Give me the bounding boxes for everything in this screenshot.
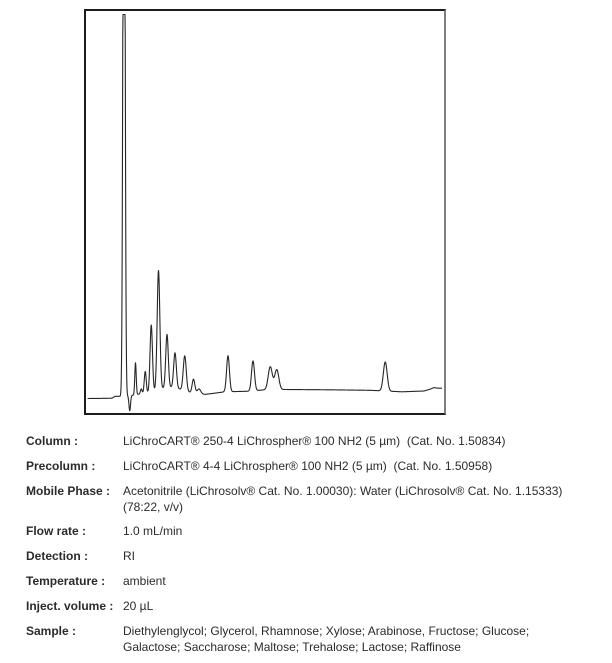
spec-label: Sample : — [26, 623, 77, 638]
spec-label: Precolumn : — [26, 458, 96, 473]
spec-value — [123, 598, 153, 614]
spec-row-sample — [26, 623, 606, 655]
spec-label: Mobile Phase : — [26, 483, 111, 498]
spec-row-mobile-phase — [26, 483, 606, 515]
spec-value — [123, 548, 135, 564]
chromatogram-frame — [84, 9, 446, 415]
specs-table — [26, 433, 606, 663]
chromatogram-plot — [86, 11, 444, 413]
spec-value-line: RI — [123, 549, 135, 564]
spec-value-line: LiChroCART® 250-4 LiChrospher® 100 NH2 (5 µm) (Cat. No. 1.50834) — [123, 434, 506, 448]
spec-row-inject-volume — [26, 598, 606, 614]
spec-value-line: Diethylenglycol; Glycerol, Rhamnose; Xylose; Arabinose, Fructose; Glucose; — [123, 623, 530, 638]
spec-value — [123, 483, 562, 515]
spec-value-line: 1.0 mL/min — [123, 524, 183, 539]
spec-value-line: 20 µL — [123, 598, 154, 613]
spec-row-column — [26, 433, 606, 449]
spec-label: Flow rate : — [26, 524, 87, 539]
spec-row-temperature — [26, 573, 606, 589]
spec-value-line: Galactose; Saccharose; Maltose; Trehalose; Lactose; Raffinose — [123, 639, 461, 654]
spec-value-line: (78:22, v/v) — [123, 499, 184, 514]
spec-row-flow-rate — [26, 523, 606, 539]
spec-label: Inject. volume : — [26, 598, 114, 613]
spec-label: Detection : — [26, 549, 89, 564]
spec-value — [123, 523, 182, 539]
spec-value — [123, 433, 506, 449]
spec-label: Temperature : — [26, 573, 106, 588]
chromatogram-trace — [88, 15, 442, 411]
spec-value-line: ambient — [123, 573, 166, 588]
spec-value — [123, 623, 529, 655]
spec-value-line: LiChroCART® 4-4 LiChrospher® 100 NH2 (5 µm) (Cat. No. 1.50958) — [123, 458, 493, 473]
spec-row-detection — [26, 548, 606, 564]
spec-value — [123, 573, 166, 589]
spec-label: Column : — [26, 434, 78, 448]
spec-value — [123, 458, 492, 474]
spec-value-line: Acetonitrile (LiChrosolv® Cat. No. 1.00030): Water (LiChrosolv® Cat. No. 1.15333) — [123, 483, 563, 498]
spec-row-precolumn — [26, 458, 606, 474]
